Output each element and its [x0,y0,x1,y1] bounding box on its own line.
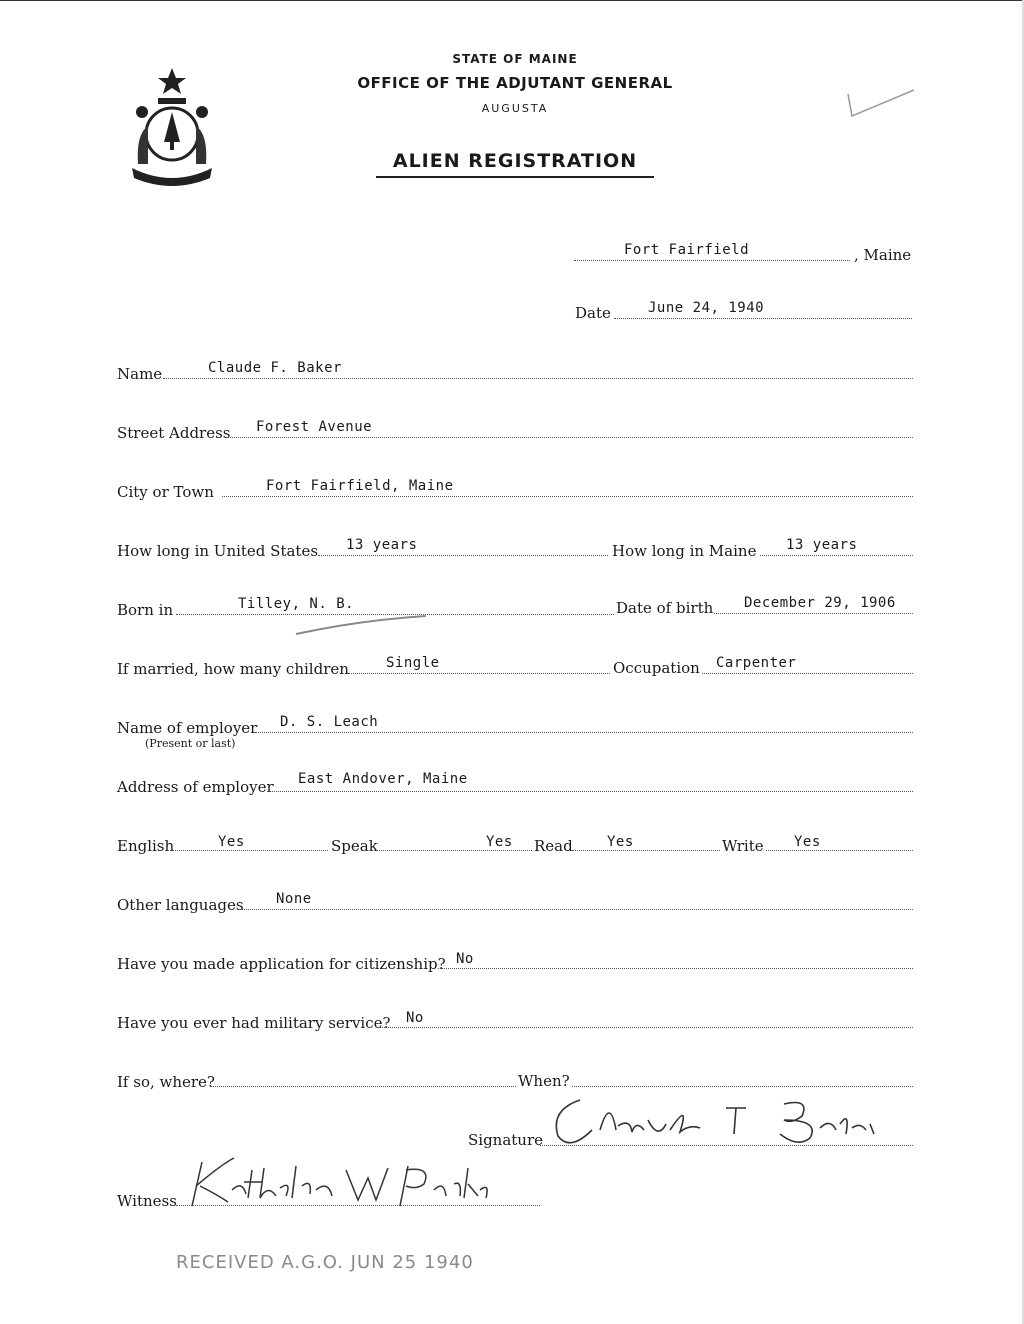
city-label: City or Town [117,483,214,501]
place-suffix: , Maine [854,246,912,264]
other-languages-label: Other languages [117,896,244,914]
speak-label: Speak [331,837,378,855]
dob-line [714,613,913,614]
name-line [163,378,913,379]
us-duration-value: 13 years [346,537,418,553]
maine-duration-line [760,555,913,556]
maine-duration-label: How long in Maine [612,542,757,560]
write-value: Yes [794,834,821,850]
street-line [228,437,913,438]
occupation-line [702,673,913,674]
place-line [574,260,850,261]
maine-duration-value: 13 years [786,537,858,553]
other-languages-value: None [276,891,312,907]
header-city: AUGUSTA [481,102,549,115]
read-line [572,850,720,851]
employer-label: Name of employer [117,719,258,737]
pencil-stroke-icon [292,612,432,638]
witness-handwriting [172,1150,492,1214]
street-label: Street Address [117,424,231,442]
where-line [210,1086,516,1087]
employer-address-label: Address of employer [117,778,274,796]
born-in-value: Tilley, N. B. [238,596,355,612]
name-label: Name [117,365,163,383]
english-label: English [117,837,175,855]
place-value: Fort Fairfield [624,242,750,258]
occupation-value: Carpenter [716,655,797,671]
header-office: OFFICE OF THE ADJUTANT GENERAL [357,74,673,92]
english-value: Yes [218,834,245,850]
citizenship-line [438,968,913,969]
signature-handwriting [540,1090,890,1160]
name-value: Claude F. Baker [208,360,342,376]
dob-label: Date of birth [616,599,714,617]
street-value: Forest Avenue [256,419,373,435]
title-underline [376,176,654,178]
employer-address-line [272,791,913,792]
us-duration-line [318,555,608,556]
citizenship-label: Have you made application for citizenship? [117,955,446,973]
where-label: If so, where? [117,1073,215,1091]
military-value: No [406,1010,424,1026]
employer-value: D. S. Leach [280,714,379,730]
date-label: Date [575,304,611,322]
signature-label: Signature [468,1131,544,1149]
date-line [614,318,912,319]
children-label: If married, how many children [117,660,349,678]
dob-value: December 29, 1906 [744,595,896,611]
children-value: Single [386,655,440,671]
employer-line [255,732,913,733]
top-edge [0,0,1024,1]
write-label: Write [722,837,764,855]
born-in-label: Born in [117,601,174,619]
speak-line [376,850,532,851]
occupation-label: Occupation [613,659,700,677]
received-stamp: RECEIVED A.G.O. JUN 25 1940 [176,1252,474,1273]
when-label: When? [518,1072,570,1090]
us-duration-label: How long in United States [117,542,319,560]
military-label: Have you ever had military service? [117,1014,391,1032]
children-line [348,673,610,674]
employer-sublabel: (Present or last) [145,737,236,750]
check-mark-icon [840,82,920,122]
city-line [222,496,913,497]
form-title: ALIEN REGISTRATION [392,150,638,172]
english-line [170,850,328,851]
header-state: STATE OF MAINE [452,52,578,66]
write-line [766,850,913,851]
military-line [380,1027,913,1028]
citizenship-value: No [456,951,474,967]
speak-value: Yes [486,834,513,850]
city-value: Fort Fairfield, Maine [266,478,454,494]
read-label: Read [534,837,573,855]
witness-label: Witness [117,1192,177,1210]
other-languages-line [238,909,913,910]
date-value: June 24, 1940 [648,300,765,316]
employer-address-value: East Andover, Maine [298,771,468,787]
read-value: Yes [607,834,634,850]
when-line [572,1086,913,1087]
